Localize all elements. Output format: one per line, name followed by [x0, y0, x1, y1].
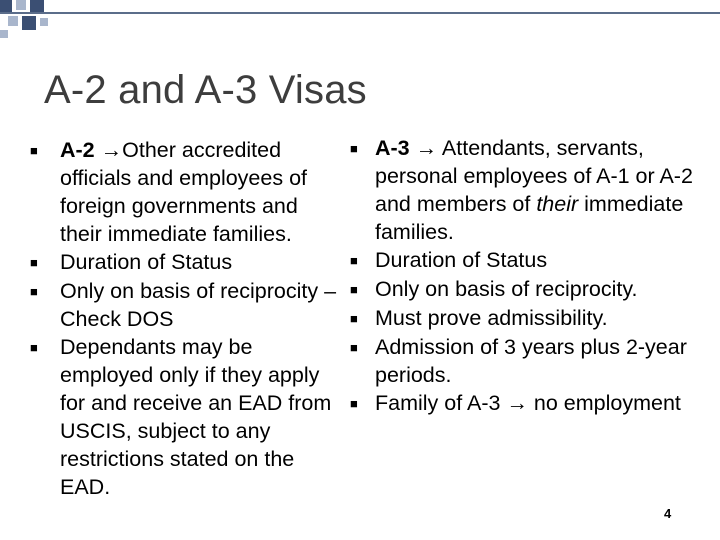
square-bullet-icon [350, 275, 375, 304]
arrow-icon: → [415, 136, 438, 160]
square-bullet-icon [350, 304, 375, 333]
page-number: 4 [664, 506, 672, 521]
corner-decoration [0, 0, 60, 50]
bullet-text: Family of A-3 → no employment [375, 391, 681, 415]
arrow-icon: → [506, 391, 528, 415]
bullet-text: Only on basis of reciprocity – Check DOS [60, 279, 337, 331]
bullet-text: Dependants may be employed only if they apply for and receive an EAD from USCIS, subject to any restrictions stated on the EAD. [60, 335, 332, 499]
square-bullet-icon [350, 389, 375, 418]
header-line [0, 12, 720, 14]
square-bullet-icon [30, 136, 60, 165]
square-bullet-icon [30, 248, 60, 277]
decor-square [8, 16, 18, 26]
list-item [30, 248, 340, 277]
list-item [350, 246, 705, 275]
list-item [350, 134, 705, 246]
right-column [350, 134, 705, 418]
square-bullet-icon [30, 277, 60, 306]
bullet-text: Admission of 3 years plus 2-year periods. [375, 335, 687, 387]
bullet-text: Only on basis of reciprocity. [375, 277, 638, 301]
list-item [350, 275, 705, 304]
arrow-icon: → [100, 138, 123, 162]
square-bullet-icon [350, 333, 375, 362]
list-item [350, 333, 705, 389]
bullet-text: Duration of Status [60, 250, 233, 274]
decor-square [40, 18, 48, 26]
decor-square [30, 0, 44, 12]
decor-square [16, 0, 26, 10]
bullet-text: A-3 → Attendants, servants, personal employees of A-1 or A-2 and members of their immediate families. [375, 136, 693, 244]
list-item [30, 277, 340, 333]
list-item [30, 136, 340, 248]
decor-square [0, 0, 12, 12]
left-column [30, 136, 340, 501]
decor-square [0, 30, 8, 38]
slide-title: A-2 and A-3 Visas [44, 68, 367, 112]
list-item [350, 304, 705, 333]
list-item [350, 389, 705, 418]
square-bullet-icon [350, 134, 375, 163]
square-bullet-icon [30, 333, 60, 362]
bullet-text: Must prove admissibility. [375, 306, 608, 330]
bullet-text: Duration of Status [375, 248, 548, 272]
bullet-text: A-2 →Other accredited officials and employees of foreign governments and their immediate families. [60, 138, 307, 246]
square-bullet-icon [350, 246, 375, 275]
list-item [30, 333, 340, 501]
decor-square [22, 16, 36, 30]
visa-code: A-2 [60, 138, 101, 162]
visa-code: A-3 [375, 136, 416, 160]
